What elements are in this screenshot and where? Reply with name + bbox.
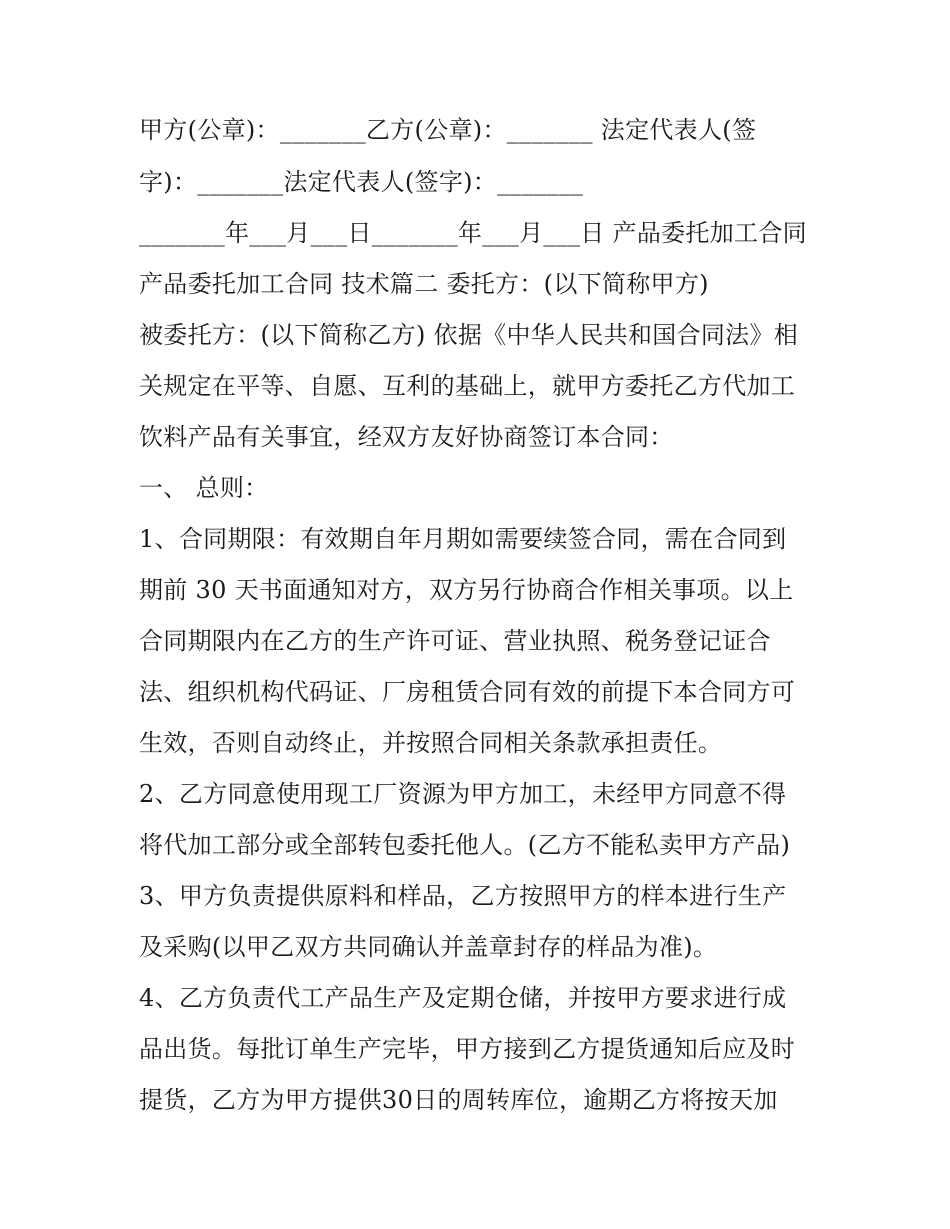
text-line: 生效，否则自动终止，并按照合同相关条款承担责任。 — [139, 729, 723, 757]
text-line: 3、甲方负责提供原料和样品，乙方按照甲方的样本进行生产 — [139, 882, 787, 910]
text-line: _______年___月___日_______年___月___日 产品委托加工合同 — [139, 219, 807, 247]
text-line: 2、乙方同意使用现工厂资源为甲方加工，未经甲方同意不得 — [139, 780, 787, 808]
text-line: 4、乙方负责代工产品生产及定期仓储，并按甲方要求进行成 — [139, 984, 787, 1012]
text-line: 字)：_______法定代表人(签字)：_______ — [139, 168, 584, 196]
text-line: 产品委托加工合同 技术篇二 委托方：(以下简称甲方) — [139, 270, 709, 298]
text-line: 品出货。每批订单生产完毕，甲方接到乙方提货通知后应及时 — [139, 1035, 796, 1063]
text-line: 合同期限内在乙方的生产许可证、营业执照、税务登记证合 — [139, 627, 771, 655]
text-line: 将代加工部分或全部转包委托他人。(乙方不能私卖甲方产品) — [139, 831, 791, 859]
text-line: 期前 30 天书面通知对方，双方另行协商合作相关事项。以上 — [139, 576, 794, 604]
section-heading: 一、 总则： — [139, 474, 269, 502]
text-line: 提货，乙方为甲方提供30日的周转库位，逾期乙方将按天加 — [139, 1086, 778, 1114]
text-line: 被委托方：(以下简称乙方) 依据《中华人民共和国合同法》相 — [139, 321, 799, 349]
text-line: 1、合同期限：有效期自年月期如需要续签合同，需在合同到 — [139, 525, 787, 553]
text-line: 及采购(以甲乙双方共同确认并盖章封存的样品为准)。 — [139, 933, 718, 961]
text-line: 甲方(公章)：_______乙方(公章)：_______ 法定代表人(签 — [139, 116, 757, 144]
text-line: 饮料产品有关事宜，经双方友好协商签订本合同： — [139, 423, 674, 451]
text-line: 法、组织机构代码证、厂房租赁合同有效的前提下本合同方可 — [139, 678, 796, 706]
text-line: 关规定在平等、自愿、互利的基础上，就甲方委托乙方代加工 — [139, 372, 796, 400]
